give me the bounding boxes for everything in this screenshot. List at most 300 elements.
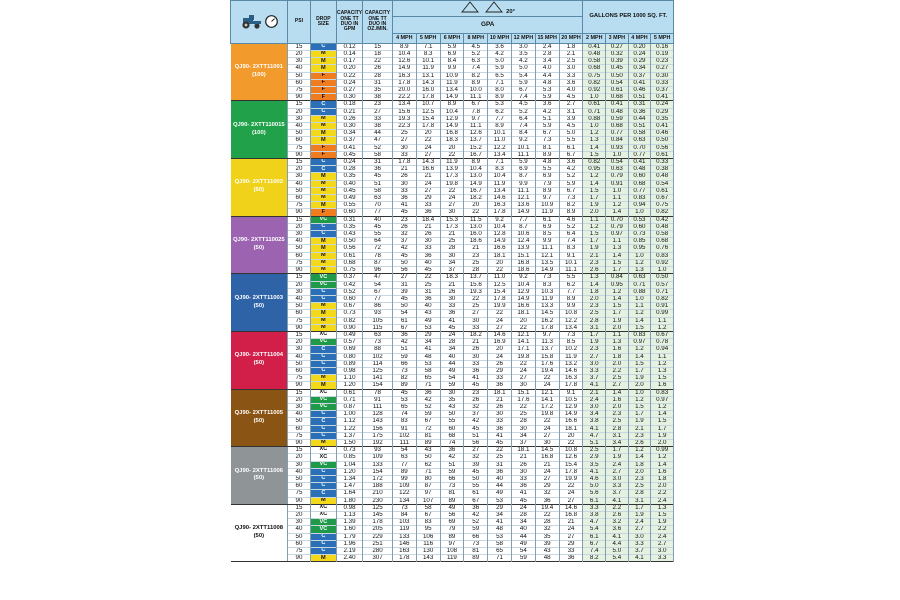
gpa-cell: 6.7 — [511, 87, 535, 94]
capacity-oz-cell: 77 — [363, 209, 393, 216]
gpa-cell: 16.8 — [559, 512, 583, 519]
gpa-cell: 24 — [559, 526, 583, 533]
capacity-oz-cell: 229 — [363, 533, 393, 540]
gpa-cell: 27 — [416, 187, 440, 194]
gallons-cell: 0.68 — [628, 180, 651, 187]
table-row — [231, 353, 674, 360]
psi-cell: 75 — [288, 490, 311, 497]
psi-cell: 40 — [288, 123, 311, 130]
gpa-cell: 8.3 — [488, 166, 512, 173]
capacity-gpm-cell: 1.64 — [336, 490, 362, 497]
drop-size-badge: C — [310, 367, 336, 374]
gpa-cell: 6.2 — [559, 281, 583, 288]
header-capacity-gpm: CAPACITY ONE TT DUO IN GPM — [336, 1, 362, 44]
gallons-cell: 0.79 — [606, 173, 629, 180]
gpa-cell: 8.2 — [464, 72, 488, 79]
gpa-cell: 24 — [535, 382, 559, 389]
gallons-cell: 5.1 — [583, 439, 606, 446]
table-row — [231, 303, 674, 310]
drop-size-badge: C — [310, 346, 336, 353]
table-row — [231, 339, 674, 346]
gpa-cell: 19.8 — [511, 353, 535, 360]
gpa-cell: 14.9 — [392, 65, 416, 72]
capacity-gpm-cell: 0.49 — [336, 195, 362, 202]
psi-cell: 90 — [288, 439, 311, 446]
capacity-gpm-cell: 0.20 — [336, 65, 362, 72]
gpa-cell: 50 — [416, 454, 440, 461]
gpa-cell: 19.4 — [535, 367, 559, 374]
gpa-cell: 15.6 — [464, 281, 488, 288]
psi-cell: 20 — [288, 281, 311, 288]
gpa-cell: 13.1 — [416, 72, 440, 79]
drop-size-badge: M — [310, 267, 336, 274]
gpa-cell: 21 — [464, 339, 488, 346]
psi-cell: 75 — [288, 202, 311, 209]
gpa-cell: 6.7 — [559, 187, 583, 194]
psi-cell: 20 — [288, 454, 311, 461]
table-row — [231, 108, 674, 115]
capacity-gpm-cell: 1.00 — [336, 411, 362, 418]
table-row — [231, 331, 674, 338]
gallons-cell: 0.51 — [628, 94, 651, 101]
gpa-cell: 45 — [416, 267, 440, 274]
gpa-cell: 15.2 — [464, 144, 488, 151]
table-row — [231, 375, 674, 382]
gpa-cell: 6.7 — [559, 151, 583, 158]
gpa-cell: 81 — [416, 432, 440, 439]
table-row — [231, 173, 674, 180]
gpa-cell: 6.1 — [535, 216, 559, 223]
gpa-cell: 5.3 — [535, 87, 559, 94]
capacity-oz-cell: 47 — [363, 137, 393, 144]
gallons-cell: 8.2 — [583, 555, 606, 562]
table-row — [231, 454, 674, 461]
gpa-cell: 16.3 — [392, 72, 416, 79]
gallons-cell: 1.5 — [606, 303, 629, 310]
gpa-cell: 40 — [416, 303, 440, 310]
gpa-cell: 26 — [392, 173, 416, 180]
gallons-cell: 1.5 — [583, 231, 606, 238]
gallons-cell: 0.34 — [628, 65, 651, 72]
gpa-speed-7: 15 MPH — [535, 33, 559, 43]
gpa-cell: 91 — [392, 425, 416, 432]
gpa-cell: 33 — [511, 475, 535, 482]
gpa-cell: 32 — [392, 231, 416, 238]
gpa-cell: 17.6 — [511, 396, 535, 403]
gallons-cell: 1.5 — [651, 418, 674, 425]
gpa-cell: 6.7 — [535, 130, 559, 137]
gallons-cell: 4.1 — [606, 533, 629, 540]
capacity-oz-cell: 178 — [363, 519, 393, 526]
gpa-cell: 2.7 — [559, 101, 583, 108]
capacity-gpm-cell: 0.61 — [336, 389, 362, 396]
capacity-gpm-cell: 0.75 — [336, 267, 362, 274]
gallons-cell: 1.7 — [583, 195, 606, 202]
gpa-cell: 2.8 — [535, 51, 559, 58]
gpa-cell: 55 — [464, 483, 488, 490]
gpa-cell: 61 — [464, 490, 488, 497]
drop-size-badge: M — [310, 324, 336, 331]
psi-cell: 20 — [288, 339, 311, 346]
gallons-cell: 1.5 — [628, 324, 651, 331]
gallons-speed-2: 3 MPH — [606, 33, 629, 43]
gpa-cell: 11.1 — [559, 267, 583, 274]
gpa-cell: 17.1 — [511, 346, 535, 353]
gallons-cell: 0.97 — [606, 231, 629, 238]
gpa-cell: 28 — [440, 245, 464, 252]
gpa-cell: 27 — [416, 151, 440, 158]
gpa-cell: 5.2 — [559, 173, 583, 180]
gallons-cell: 2.0 — [651, 439, 674, 446]
nozzle-model-label: QJ90- 2XTT11001 (100) — [231, 43, 288, 101]
gpa-cell: 10.1 — [488, 130, 512, 137]
gpa-cell: 4.5 — [464, 43, 488, 50]
gpa-cell: 8.9 — [535, 187, 559, 194]
gpa-cell: 13.4 — [488, 187, 512, 194]
psi-cell: 90 — [288, 497, 311, 504]
gallons-cell: 0.78 — [651, 339, 674, 346]
capacity-oz-cell: 78 — [363, 252, 393, 259]
header-gpa: GPA — [392, 16, 583, 33]
gpa-cell: 11.0 — [488, 274, 512, 281]
table-row — [231, 137, 674, 144]
gallons-cell: 2.3 — [583, 259, 606, 266]
gpa-cell: 32 — [464, 454, 488, 461]
gallons-cell: 0.23 — [651, 58, 674, 65]
gallons-cell: 0.63 — [628, 274, 651, 281]
gpa-cell: 21 — [440, 281, 464, 288]
gpa-cell: 14.9 — [511, 209, 535, 216]
header-spray-angle — [392, 1, 583, 17]
gpa-cell: 3.6 — [559, 159, 583, 166]
capacity-gpm-cell: 0.35 — [336, 173, 362, 180]
gpa-cell: 80 — [416, 475, 440, 482]
gpa-cell: 4.2 — [511, 58, 535, 65]
psi-cell: 30 — [288, 58, 311, 65]
gpa-cell: 7.1 — [488, 79, 512, 86]
gpa-cell: 4.8 — [535, 159, 559, 166]
gpa-cell: 59 — [416, 411, 440, 418]
capacity-oz-cell: 28 — [363, 72, 393, 79]
drop-size-badge: M — [310, 173, 336, 180]
table-row — [231, 555, 674, 562]
gallons-cell: 0.79 — [606, 223, 629, 230]
gallons-cell: 3.3 — [628, 540, 651, 547]
gpa-cell: 14.9 — [511, 295, 535, 302]
gallons-cell: 1.3 — [583, 137, 606, 144]
gallons-cell: 0.76 — [651, 245, 674, 252]
gallons-cell: 1.7 — [628, 411, 651, 418]
gpa-cell: 103 — [392, 519, 416, 526]
capacity-oz-cell: 125 — [363, 367, 393, 374]
gallons-cell: 0.20 — [628, 43, 651, 50]
rate-table — [230, 0, 674, 562]
table-row — [231, 79, 674, 86]
gpa-cell: 15.4 — [416, 115, 440, 122]
gpa-cell: 19.8 — [535, 411, 559, 418]
gpa-cell: 33 — [440, 303, 464, 310]
gpa-cell: 55 — [440, 418, 464, 425]
gpa-cell: 54 — [511, 548, 535, 555]
gallons-cell: 0.41 — [651, 123, 674, 130]
gallons-cell: 0.70 — [628, 144, 651, 151]
gpa-cell: 26 — [488, 403, 512, 410]
gallons-cell: 2.8 — [606, 425, 629, 432]
gallons-cell: 3.7 — [583, 375, 606, 382]
gpa-cell: 28 — [440, 339, 464, 346]
gallons-cell: 5.0 — [583, 483, 606, 490]
gallons-cell: 0.84 — [606, 274, 629, 281]
drop-size-badge: M — [310, 115, 336, 122]
gallons-cell: 1.9 — [651, 519, 674, 526]
gpa-cell: 13.6 — [511, 202, 535, 209]
gpa-cell: 36 — [488, 425, 512, 432]
capacity-oz-cell: 78 — [363, 389, 393, 396]
gallons-cell: 2.7 — [628, 526, 651, 533]
psi-cell: 20 — [288, 223, 311, 230]
gallons-cell: 1.6 — [606, 346, 629, 353]
gpa-cell: 33 — [559, 548, 583, 555]
drop-size-badge: VC — [310, 526, 336, 533]
gpa-cell: 53 — [392, 396, 416, 403]
gallons-cell: 0.92 — [583, 87, 606, 94]
gpa-cell: 11.9 — [559, 353, 583, 360]
gallons-cell: 0.41 — [628, 79, 651, 86]
capacity-oz-cell: 114 — [363, 360, 393, 367]
gpa-cell: 87 — [416, 483, 440, 490]
capacity-gpm-cell: 1.39 — [336, 519, 362, 526]
gpa-cell: 4.0 — [535, 65, 559, 72]
capacity-gpm-cell: 0.35 — [336, 223, 362, 230]
gpa-cell: 8.9 — [535, 151, 559, 158]
capacity-gpm-cell: 0.28 — [336, 166, 362, 173]
gpa-cell: 6.4 — [511, 115, 535, 122]
gpa-cell: 15.8 — [535, 353, 559, 360]
gpa-cell: 20.0 — [392, 87, 416, 94]
gpa-cell: 14.9 — [440, 94, 464, 101]
capacity-oz-cell: 70 — [363, 202, 393, 209]
gallons-cell: 0.61 — [583, 101, 606, 108]
table-row — [231, 58, 674, 65]
gpa-cell: 32 — [535, 490, 559, 497]
gallons-cell: 1.9 — [606, 317, 629, 324]
header-psi: PSI — [288, 1, 311, 44]
gallons-cell: 1.4 — [606, 252, 629, 259]
table-row — [231, 180, 674, 187]
capacity-gpm-cell: 0.41 — [336, 144, 362, 151]
gpa-cell: 25 — [511, 411, 535, 418]
gallons-speed-3: 4 MPH — [628, 33, 651, 43]
psi-cell: 90 — [288, 324, 311, 331]
nozzle-model-label: QJ90- 2XTT11004 (50) — [231, 331, 288, 389]
capacity-gpm-cell: 1.04 — [336, 461, 362, 468]
gallons-cell: 0.54 — [606, 79, 629, 86]
capacity-oz-cell: 141 — [363, 375, 393, 382]
capacity-oz-cell: 87 — [363, 259, 393, 266]
gpa-cell: 10.4 — [392, 51, 416, 58]
gallons-cell: 2.0 — [628, 382, 651, 389]
gpa-cell: 45 — [488, 439, 512, 446]
gpa-cell: 9.7 — [535, 331, 559, 338]
gallons-cell: 1.3 — [606, 245, 629, 252]
gallons-cell: 1.2 — [628, 396, 651, 403]
gallons-cell: 2.4 — [628, 519, 651, 526]
pressure-gauge-icon — [265, 15, 278, 28]
gpa-cell: 6.1 — [559, 144, 583, 151]
gallons-cell: 3.3 — [651, 555, 674, 562]
gpa-cell: 24 — [488, 353, 512, 360]
capacity-oz-cell: 251 — [363, 540, 393, 547]
gpa-cell: 26 — [488, 360, 512, 367]
gallons-cell: 0.61 — [651, 151, 674, 158]
gallons-cell: 0.32 — [606, 51, 629, 58]
table-row — [231, 425, 674, 432]
gpa-cell: 22 — [511, 403, 535, 410]
gallons-cell: 0.99 — [651, 310, 674, 317]
gpa-cell: 40 — [488, 475, 512, 482]
gallons-cell: 0.83 — [628, 195, 651, 202]
gpa-cell: 84 — [392, 512, 416, 519]
gpa-cell: 107 — [416, 497, 440, 504]
drop-size-badge: F — [310, 144, 336, 151]
gpa-cell: 12.1 — [511, 331, 535, 338]
gpa-cell: 8.3 — [416, 51, 440, 58]
gpa-cell: 95 — [416, 526, 440, 533]
gallons-cell: 2.0 — [628, 468, 651, 475]
capacity-oz-cell: 31 — [363, 79, 393, 86]
gpa-cell: 134 — [392, 497, 416, 504]
gpa-cell: 10.9 — [535, 202, 559, 209]
gpa-cell: 3.3 — [559, 72, 583, 79]
capacity-oz-cell: 154 — [363, 468, 393, 475]
drop-size-badge: C — [310, 108, 336, 115]
gpa-cell: 27 — [392, 137, 416, 144]
capacity-oz-cell: 45 — [363, 223, 393, 230]
header-drop-size: DROP SIZE — [310, 1, 336, 44]
gpa-cell: 39 — [392, 288, 416, 295]
psi-cell: 90 — [288, 555, 311, 562]
gpa-cell: 178 — [392, 555, 416, 562]
table-row — [231, 512, 674, 519]
psi-cell: 15 — [288, 216, 311, 223]
gpa-cell: 18.1 — [559, 425, 583, 432]
capacity-oz-cell: 15 — [363, 43, 393, 50]
gpa-cell: 33 — [392, 187, 416, 194]
gpa-cell: 13.4 — [440, 87, 464, 94]
gallons-cell: 3.8 — [583, 512, 606, 519]
gallons-cell: 3.3 — [583, 504, 606, 511]
gallons-cell: 2.5 — [583, 310, 606, 317]
gpa-cell: 7.4 — [511, 94, 535, 101]
psi-cell: 15 — [288, 331, 311, 338]
gpa-cell: 130 — [416, 548, 440, 555]
gpa-cell: 9.7 — [464, 115, 488, 122]
gpa-cell: 5.9 — [511, 159, 535, 166]
gpa-cell: 65 — [416, 375, 440, 382]
gallons-cell: 5.4 — [583, 526, 606, 533]
gpa-cell: 3.5 — [511, 51, 535, 58]
capacity-oz-cell: 38 — [363, 94, 393, 101]
table-row — [231, 475, 674, 482]
gpa-cell: 36 — [440, 447, 464, 454]
gpa-cell: 12.1 — [535, 389, 559, 396]
capacity-oz-cell: 73 — [363, 339, 393, 346]
gallons-cell: 1.8 — [583, 288, 606, 295]
gallons-cell: 0.44 — [628, 115, 651, 122]
gallons-cell: 1.1 — [583, 216, 606, 223]
gpa-cell: 3.0 — [559, 65, 583, 72]
gallons-cell: 0.56 — [651, 144, 674, 151]
gallons-cell: 1.4 — [583, 180, 606, 187]
gallons-cell: 0.27 — [606, 43, 629, 50]
gpa-cell: 6.7 — [464, 101, 488, 108]
gallons-cell: 1.0 — [628, 209, 651, 216]
capacity-oz-cell: 91 — [363, 396, 393, 403]
gpa-cell: 53 — [416, 360, 440, 367]
gallons-cell: 5.6 — [583, 490, 606, 497]
gpa-cell: 13.4 — [559, 324, 583, 331]
gallons-cell: 0.84 — [606, 137, 629, 144]
gpa-cell: 44 — [440, 360, 464, 367]
capacity-gpm-cell: 0.24 — [336, 79, 362, 86]
psi-cell: 60 — [288, 483, 311, 490]
gallons-cell: 2.1 — [583, 389, 606, 396]
nozzle-group — [231, 274, 674, 332]
capacity-oz-cell: 63 — [363, 195, 393, 202]
psi-cell: 60 — [288, 540, 311, 547]
table-row — [231, 396, 674, 403]
capacity-gpm-cell: 0.31 — [336, 216, 362, 223]
gpa-cell: 42 — [392, 245, 416, 252]
gallons-cell: 0.51 — [628, 123, 651, 130]
drop-size-badge: M — [310, 382, 336, 389]
drop-size-badge: F — [310, 79, 336, 86]
capacity-oz-cell: 77 — [363, 295, 393, 302]
gpa-cell: 41 — [392, 202, 416, 209]
capacity-oz-cell: 55 — [363, 231, 393, 238]
psi-cell: 50 — [288, 360, 311, 367]
nozzle-model-label: QJ90- 2XTT11002 (50) — [231, 159, 288, 217]
gpa-cell: 48 — [488, 526, 512, 533]
gpa-cell: 81 — [440, 490, 464, 497]
gpa-cell: 25 — [416, 281, 440, 288]
gallons-cell: 1.4 — [606, 389, 629, 396]
gpa-cell: 8.9 — [559, 209, 583, 216]
table-row — [231, 43, 674, 50]
gpa-cell: 56 — [440, 512, 464, 519]
gpa-cell: 36 — [392, 331, 416, 338]
capacity-gpm-cell: 0.56 — [336, 245, 362, 252]
gpa-cell: 23 — [392, 216, 416, 223]
gpa-cell: 26 — [464, 346, 488, 353]
drop-size-badge: M — [310, 252, 336, 259]
psi-cell: 40 — [288, 65, 311, 72]
gallons-cell: 0.75 — [583, 72, 606, 79]
drop-size-badge: C — [310, 360, 336, 367]
gallons-cell: 3.0 — [651, 548, 674, 555]
gpa-cell: 14.9 — [559, 411, 583, 418]
gpa-cell: 19.8 — [440, 180, 464, 187]
drop-size-badge: VC — [310, 274, 336, 281]
gpa-cell: 48 — [535, 555, 559, 562]
gallons-cell: 0.37 — [628, 72, 651, 79]
gpa-cell: 11.5 — [464, 216, 488, 223]
nozzle-group — [231, 331, 674, 389]
gpa-cell: 20 — [511, 317, 535, 324]
gpa-cell: 58 — [416, 504, 440, 511]
gpa-cell: 26 — [464, 396, 488, 403]
gpa-cell: 29 — [488, 367, 512, 374]
